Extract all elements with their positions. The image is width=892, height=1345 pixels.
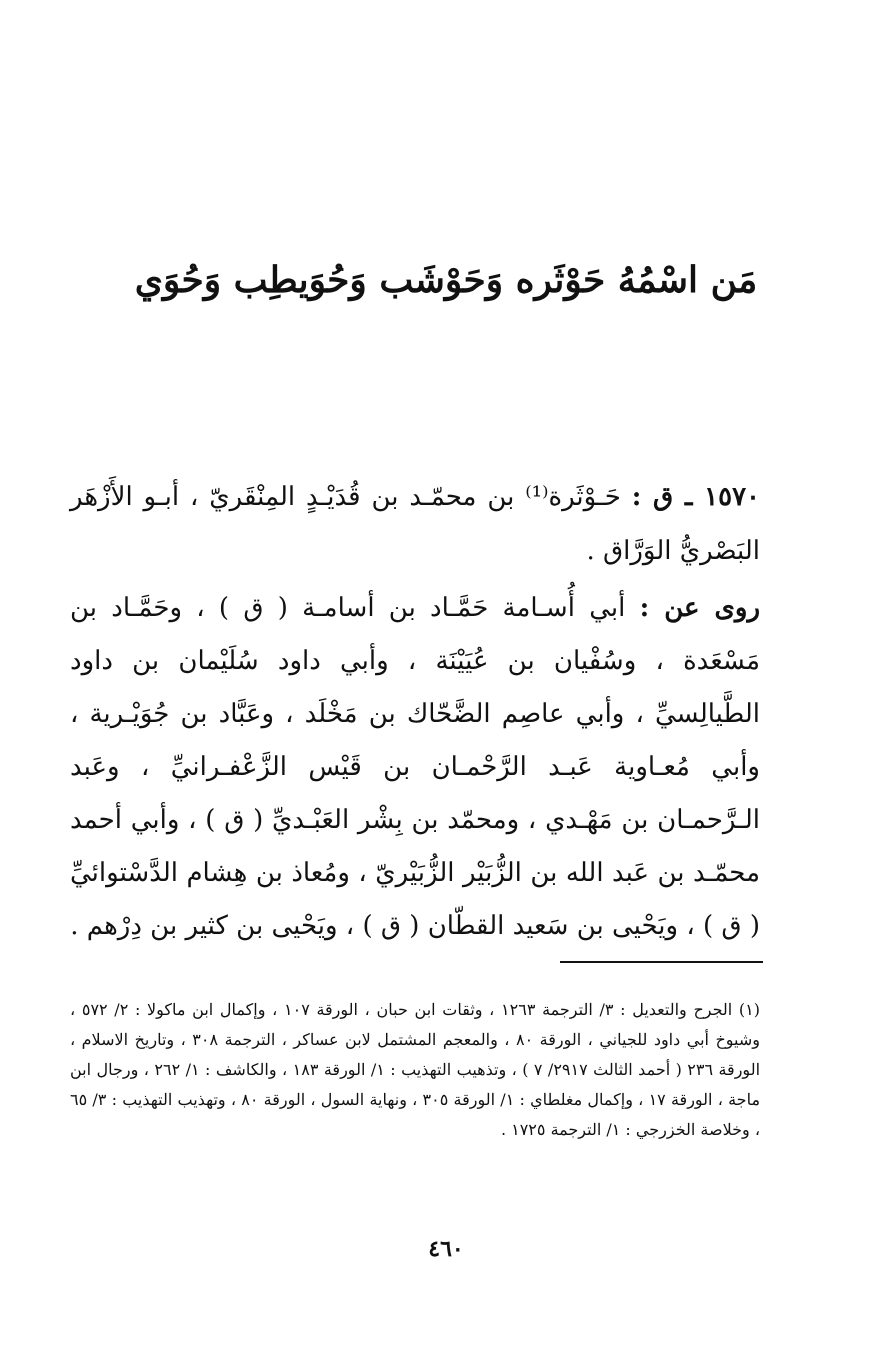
footnote: (١) الجرح والتعديل : ٣/ الترجمة ١٢٦٣ ، وثقات ابن حبان ، الورقة ١٠٧ ، وإكمال ابن ماكولا : ٢/ ٥٧٢ ، وشيوخ أبي داود للجياني ، الورقة ٨٠ ، والمعجم المشتمل لابن عساكر ، الترجمة ٣٠٨ ، وتاريخ الاسلام ، الورقة ٢٣٦ ( أحمد الثالث ٢٩١٧/ ٧ ) ، وتذهيب التهذيب : ١/ الورقة ١٨٣ ، والكاشف : ١/ ٢٦٢ ، ورجال ابن ماجة ، الورقة ١٧ ، وإكمال مغلطاي : ١/ الورقة ٣٠٥ ، ونهاية السول ، الورقة ٨٠ ، وتهذيب التهذيب : ٣/ ٦٥ ، وخلاصة الخزرجي : ١/ الترجمة ١٧٢٥ . (70, 1000, 761, 1139)
biography-entry (70, 470, 760, 578)
narrators-paragraph (70, 582, 760, 953)
narrators-text: أبي أُسـامة حَمَّـاد بن أسامـة ( ق ) ، وحَمَّـاد بن مَسْعَدة ، وسُفْيان بن عُيَيْنَة ، وأبي داود سُلَيْمان بن داود الطَّيالِسيِّ ، وأبي عاصِم الضَّحّاك بن مَخْلَد ، وعَبَّاد بن جُوَيْـرية ، وأبي مُعـاوية عَبـد الرَّحْمـان بن قَيْس الزَّعْفـرانيِّ ، وعَبد الـرَّحمـان بن مَهْـدي ، ومحمّد بن بِشْر العَبْـديِّ ( ق ) ، وأبي أحمد محمّـد بن عَبد الله بن الزُّبَيْر الزُّبَيْريّ ، ومُعاذ بن هِشام الدَّسْتوائيِّ ( ق ) ، ويَحْيى بن سَعيد القطّان ( ق ) ، ويَحْيى بن كثير بن دِرْهم . (70, 593, 760, 941)
entry-text: حَـوْثَرة⁽¹⁾ بن محمّـد بن قُدَيْـدٍ المِنْقَريّ ، أبـو الأَزْهَر البَصْريُّ الوَرَّاق . (70, 482, 760, 566)
page-number: ٤٦٠ (428, 1236, 464, 1262)
chapter-title: مَن اسْمُهُ حَوْثَره وَحَوْشَب وَحُوَيطِب وَحُوَي (134, 259, 758, 301)
narrators-label: روى عن : (639, 593, 761, 623)
entry-number: ١٥٧٠ ـ ق : (631, 482, 761, 512)
footnote-separator (560, 961, 763, 963)
